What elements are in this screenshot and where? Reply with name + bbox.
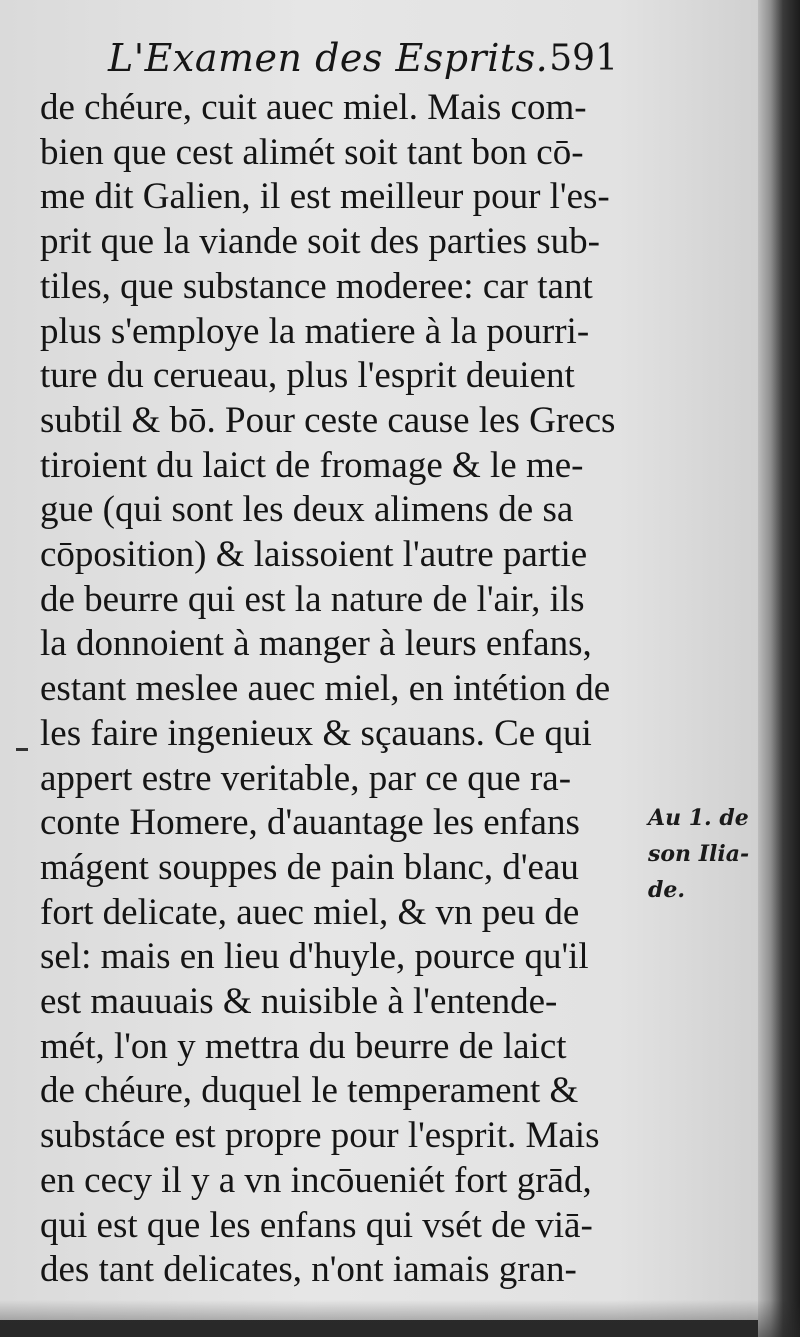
text-line: estant meslee auec miel, en intétion de — [40, 668, 611, 710]
text-line: subtil & bō. Pour ceste cause les Grecs — [40, 399, 616, 441]
text-line: qui est que les enfans qui vsét de viā- — [40, 1204, 593, 1246]
text-line: tiroient du laict de fromage & le me- — [40, 444, 584, 486]
body-text — [40, 86, 640, 1293]
text-line: en cecy il y a vn incōueniét fort grād, — [40, 1159, 592, 1201]
text-line: tiles, que substance moderee: car tant — [40, 265, 593, 307]
text-line: prit que la viande soit des parties sub- — [40, 221, 601, 263]
marginal-note-line: son Iliа- — [648, 841, 750, 867]
text-line: fort delicate, auec miel, & vn peu de — [40, 891, 580, 933]
text-line: bien que cest alimét soit tant bon cō- — [40, 131, 584, 173]
text-line: substáce est propre pour l'esprit. Mais — [40, 1115, 600, 1157]
running-title: L'Examen des Esprits. — [108, 36, 549, 80]
page-header — [108, 32, 618, 86]
text-line: les faire ingenieux & sçauans. Ce qui — [40, 712, 592, 754]
book-gutter — [758, 0, 800, 1337]
margin-dash-mark — [16, 748, 28, 751]
marginal-note-line: Au 1. de — [648, 805, 749, 831]
text-line: est mauuais & nuisible à l'entende- — [40, 981, 558, 1023]
marginal-note — [648, 800, 766, 908]
text-line: de chéure, duquel le temperament & — [40, 1070, 579, 1112]
page-number: 591 — [549, 38, 618, 79]
text-line: de chéure, cuit auec miel. Mais com- — [40, 87, 587, 128]
text-line: des tant delicates, n'ont iamais gran- — [40, 1249, 577, 1291]
text-line: gue (qui sont les deux alimens de sa — [40, 489, 574, 531]
text-line: de beurre qui est la nature de l'air, ils — [40, 578, 585, 620]
text-line: plus s'employe la matiere à la pourri- — [40, 310, 590, 352]
text-line: mét, l'on y mettra du beurre de laict — [40, 1025, 567, 1067]
text-line: sel: mais en lieu d'huyle, pource qu'il — [40, 936, 589, 978]
bottom-shadow — [0, 1300, 800, 1337]
text-line: mágent souppes de pain blanc, d'eau — [40, 846, 579, 888]
text-line: conte Homere, d'auantage les enfans — [40, 802, 580, 844]
text-line: ture du cerueau, plus l'esprit deuient — [40, 355, 575, 397]
text-line: me dit Galien, il est meilleur pour l'es- — [40, 176, 610, 218]
text-line: appert estre veritable, par ce que ra- — [40, 757, 572, 799]
text-line: la donnoient à manger à leurs enfans, — [40, 623, 592, 665]
marginal-note-line: de. — [648, 877, 686, 903]
text-line: cōposition) & laissoient l'autre partie — [40, 534, 588, 576]
